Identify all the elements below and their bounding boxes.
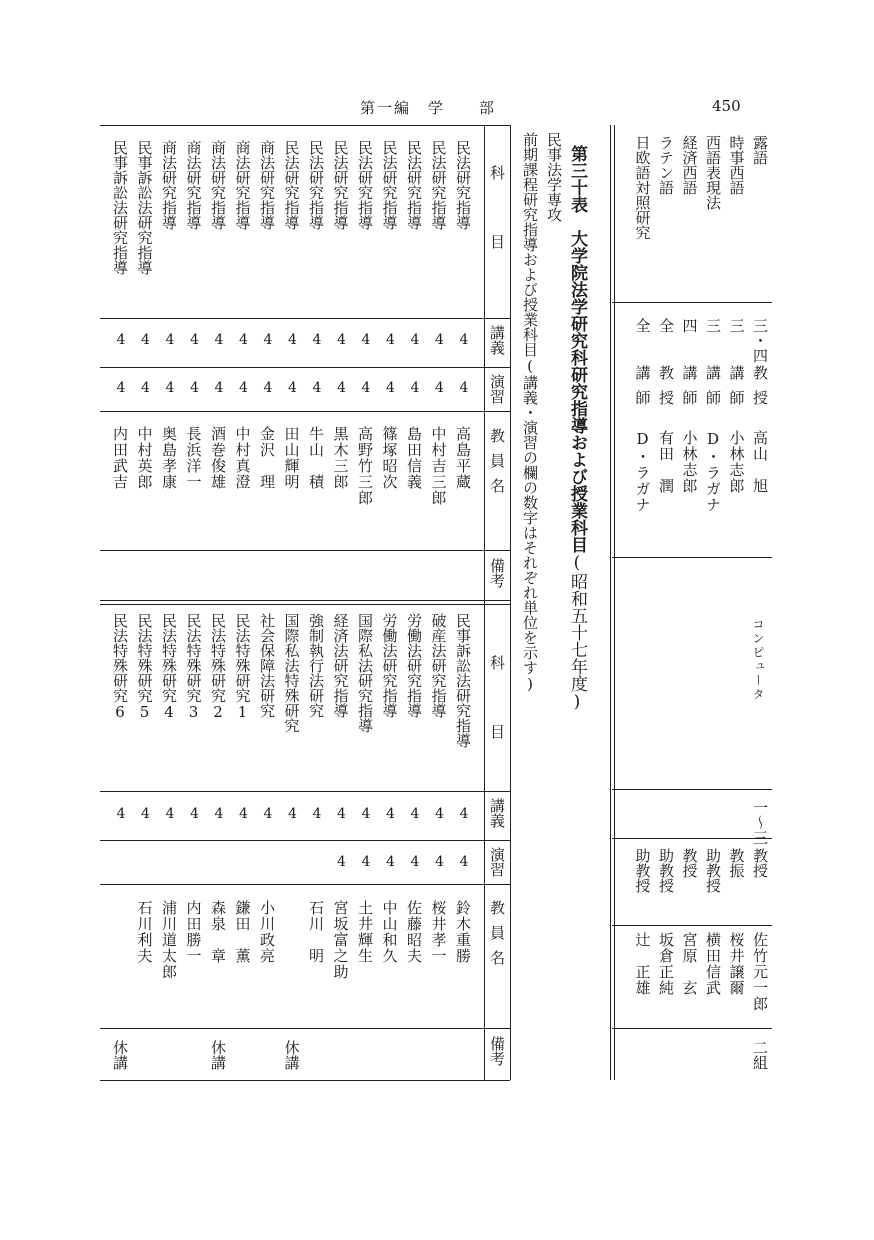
- seminar-cell: 4: [361, 380, 371, 396]
- teacher-cell: 宮坂富之助: [331, 900, 350, 980]
- subject-cell: 民法研究指導: [454, 140, 472, 230]
- subject-cell: 社会保障法研究: [258, 613, 276, 718]
- teacher-cell: 土井輝生: [356, 900, 374, 964]
- prev-subject-cell: ラテン語: [657, 135, 675, 195]
- subject-cell: 民法研究指導: [429, 140, 448, 230]
- lecture-cell: 4: [165, 806, 175, 822]
- seminar-cell: 4: [435, 380, 444, 396]
- lecture-cell: 4: [337, 332, 346, 348]
- lecture-cell: 4: [410, 806, 420, 822]
- prev-hours-cell: 三: [727, 318, 746, 333]
- prev-title-cell: 教振: [727, 848, 746, 878]
- prev-title-cell: 講師: [680, 365, 699, 415]
- prev-subject-cell: 露語: [751, 135, 769, 165]
- lecture-cell: 4: [141, 806, 150, 822]
- seminar-cell: 4: [239, 380, 248, 396]
- lecture-cell: 4: [459, 806, 469, 822]
- seminar-cell: 4: [337, 854, 346, 870]
- subject-cell: 商法研究指導: [233, 140, 252, 230]
- subject-cell: 民法研究指導: [356, 140, 374, 230]
- prev-subject-cell: 西語表現法: [704, 135, 722, 210]
- subject-cell: 民法特殊研究2: [209, 613, 227, 721]
- teacher-cell: 中村吉三郎: [429, 426, 448, 506]
- header-lecture: 講義: [488, 325, 506, 355]
- prev-title-cell: 講師: [704, 365, 722, 415]
- lecture-cell: 4: [435, 806, 444, 822]
- subject-cell: 商法研究指導: [258, 140, 276, 230]
- teacher-cell: 桜井孝一: [429, 900, 448, 964]
- lecture-cell: 4: [312, 806, 322, 822]
- teacher-cell: 浦川道太郎: [160, 900, 178, 980]
- note-cell: 休講: [209, 1040, 227, 1070]
- lecture-cell: 4: [190, 806, 199, 822]
- subject-cell: 労働法研究指導: [380, 613, 399, 718]
- lecture-cell: 4: [386, 806, 395, 822]
- teacher-cell: 鈴木重勝: [454, 900, 472, 964]
- lecture-cell: 4: [361, 806, 371, 822]
- prev-name-cell: D・ラガナ: [704, 430, 722, 513]
- prev-note-cell: 二組: [751, 1040, 769, 1070]
- prev-name-cell: 小林志郎: [680, 430, 699, 494]
- subject-cell: 民法特殊研究3: [184, 613, 203, 721]
- teacher-cell: 中村英郎: [135, 426, 154, 490]
- teacher-cell: 石川 明: [307, 900, 325, 964]
- prev-hours-cell: 三: [704, 318, 722, 333]
- prev-name-cell: 小林志郎: [727, 430, 746, 494]
- header-teacher-2: 教員名: [488, 900, 506, 975]
- teacher-cell: 高野竹三郎: [356, 426, 374, 506]
- subject-cell: 破産法研究指導: [429, 613, 448, 718]
- lecture-cell: 4: [288, 806, 297, 822]
- subject-cell: 労働法研究指導: [405, 613, 423, 718]
- note-cell: 休講: [111, 1040, 129, 1070]
- header-seminar-2: 演習: [488, 847, 506, 877]
- teacher-cell: 黒木三郎: [331, 426, 350, 490]
- major-label: 民事法学専攻: [545, 132, 563, 222]
- teacher-cell: 田山輝明: [282, 426, 301, 490]
- teacher-cell: 内田武吉: [111, 426, 129, 490]
- teacher-cell: 鎌田 薫: [233, 900, 252, 964]
- teacher-cell: 長浜洋一: [184, 426, 203, 490]
- lecture-cell: 4: [435, 332, 444, 348]
- lecture-cell: 4: [312, 332, 322, 348]
- prev-title-cell: 助教授: [704, 848, 722, 893]
- seminar-cell: 4: [263, 380, 273, 396]
- seminar-cell: 4: [435, 854, 444, 870]
- prev-name-cell: 横田信武: [704, 932, 722, 996]
- prev-name-cell: 辻 正雄: [633, 932, 652, 996]
- teacher-cell: 佐藤昭夫: [405, 900, 423, 964]
- prev-hours-cell: 三・四: [751, 318, 769, 363]
- prev-title-cell: 助教授: [633, 848, 652, 893]
- prev-subject-cell: 時事西語: [727, 135, 746, 195]
- lecture-cell: 4: [361, 332, 371, 348]
- seminar-cell: 4: [410, 380, 420, 396]
- lecture-cell: 4: [214, 332, 224, 348]
- lecture-cell: 4: [239, 806, 248, 822]
- prev-title-cell: 教授: [751, 365, 769, 415]
- page-number: 450: [712, 97, 741, 115]
- prev-name-cell: 佐竹元一郎: [751, 932, 769, 1012]
- subject-cell: 民法研究指導: [380, 140, 399, 230]
- lecture-cell: 4: [459, 332, 469, 348]
- prev-title-cell: 教授: [751, 848, 769, 878]
- seminar-cell: 4: [361, 854, 371, 870]
- teacher-cell: 牛山 積: [307, 426, 325, 490]
- lecture-cell: 4: [116, 806, 126, 822]
- teacher-cell: 奥島孝康: [160, 426, 178, 490]
- prev-title-cell: 講師: [633, 365, 652, 415]
- seminar-cell: 4: [337, 380, 346, 396]
- lecture-cell: 4: [141, 332, 150, 348]
- lecture-cell: 4: [165, 332, 175, 348]
- lecture-cell: 4: [239, 332, 248, 348]
- subject-cell: 民法特殊研究1: [233, 613, 252, 721]
- header-note: 備考: [488, 558, 506, 588]
- prev-hours-cell: 四: [680, 318, 699, 333]
- teacher-cell: 森泉 章: [209, 900, 227, 964]
- seminar-cell: 4: [459, 380, 469, 396]
- subject-cell: 民法研究指導: [331, 140, 350, 230]
- subject-cell: 国際私法研究指導: [356, 613, 374, 733]
- seminar-cell: 4: [386, 380, 395, 396]
- seminar-cell: 4: [312, 380, 322, 396]
- lecture-cell: 4: [288, 332, 297, 348]
- subject-cell: 民事訴訟法研究指導: [135, 140, 154, 275]
- header-note-2: 備考: [488, 1036, 506, 1066]
- seminar-cell: 4: [116, 380, 126, 396]
- teacher-cell: 島田信義: [405, 426, 423, 490]
- prev-subject-cell: 経済西語: [680, 135, 699, 195]
- running-header: 第一編 学 部: [360, 99, 497, 117]
- teacher-cell: 小川政亮: [258, 900, 276, 964]
- prev-title-cell: 助教授: [657, 848, 675, 893]
- seminar-cell: 4: [410, 854, 420, 870]
- subject-cell: 国際私法特殊研究: [282, 613, 301, 733]
- subject-cell: 民法特殊研究4: [160, 613, 178, 721]
- prev-name-cell: D・ラガナ: [633, 430, 652, 513]
- lecture-cell: 4: [410, 332, 420, 348]
- seminar-cell: 4: [141, 380, 150, 396]
- subject-cell: 民法研究指導: [405, 140, 423, 230]
- prev-name-cell: 坂倉正純: [657, 932, 675, 996]
- teacher-cell: 篠塚昭次: [380, 426, 399, 490]
- prev-subject-cell: 日欧語対照研究: [633, 135, 652, 240]
- subject-cell: 民法特殊研究5: [135, 613, 154, 721]
- teacher-cell: 高島平蔵: [454, 426, 472, 490]
- teacher-cell: 中村真澄: [233, 426, 252, 490]
- subject-cell: 民法研究指導: [282, 140, 301, 230]
- prev-name-cell: 高山 旭: [751, 430, 769, 494]
- subject-cell: 民法研究指導: [307, 140, 325, 230]
- seminar-cell: 4: [386, 854, 395, 870]
- subject-cell: 経済法研究指導: [331, 613, 350, 718]
- subject-cell: 商法研究指導: [184, 140, 203, 230]
- lecture-cell: 4: [263, 806, 273, 822]
- prev-name-cell: 有田 潤: [657, 430, 675, 494]
- note-cell: 休講: [282, 1040, 301, 1070]
- prev-title-cell: 教授: [680, 848, 699, 878]
- prev-subject-cell: コンピュータ: [751, 618, 765, 702]
- subject-cell: 商法研究指導: [209, 140, 227, 230]
- prev-title-cell: 講師: [727, 365, 746, 415]
- header-teacher: 教員名: [488, 428, 506, 503]
- header-subject: 科 目: [488, 165, 506, 257]
- prev-hours-cell: 全: [633, 318, 652, 333]
- lecture-cell: 4: [190, 332, 199, 348]
- teacher-cell: 石川利夫: [135, 900, 154, 964]
- lecture-cell: 4: [337, 806, 346, 822]
- lecture-cell: 4: [214, 806, 224, 822]
- teacher-cell: 金沢 理: [258, 426, 276, 490]
- teacher-cell: 酒巻俊雄: [209, 426, 227, 490]
- prev-name-cell: 桜井譲爾: [727, 932, 746, 996]
- seminar-cell: 4: [459, 854, 469, 870]
- seminar-cell: 4: [190, 380, 199, 396]
- seminar-cell: 4: [165, 380, 175, 396]
- seminar-cell: 4: [288, 380, 297, 396]
- lecture-cell: 4: [386, 332, 395, 348]
- prev-hours-cell: 一〜三: [751, 800, 769, 845]
- subject-cell: 強制執行法研究: [307, 613, 325, 718]
- prev-name-cell: 宮原 玄: [680, 932, 699, 996]
- lecture-cell: 4: [263, 332, 273, 348]
- teacher-cell: 内田勝一: [184, 900, 203, 964]
- table-subtitle: 前期課程研究指導および授業科目(講義・演習の欄の数字はそれぞれ単位を示す): [521, 132, 539, 693]
- header-seminar: 演習: [488, 374, 506, 404]
- subject-cell: 民法特殊研究6: [111, 613, 129, 721]
- prev-title-cell: 教授: [657, 365, 675, 415]
- teacher-cell: 中山和久: [380, 900, 399, 964]
- seminar-cell: 4: [214, 380, 224, 396]
- table-title: 第三十表 大学院法学研究科研究指導および授業科目(昭和五十七年度): [567, 145, 587, 712]
- header-lecture-2: 講義: [488, 798, 506, 828]
- header-subject-2: 科 目: [488, 655, 506, 747]
- subject-cell: 商法研究指導: [160, 140, 178, 230]
- subject-cell: 民事訴訟法研究指導: [454, 613, 472, 748]
- subject-cell: 民事訴訟法研究指導: [111, 140, 129, 275]
- prev-hours-cell: 全: [657, 318, 675, 333]
- lecture-cell: 4: [116, 332, 126, 348]
